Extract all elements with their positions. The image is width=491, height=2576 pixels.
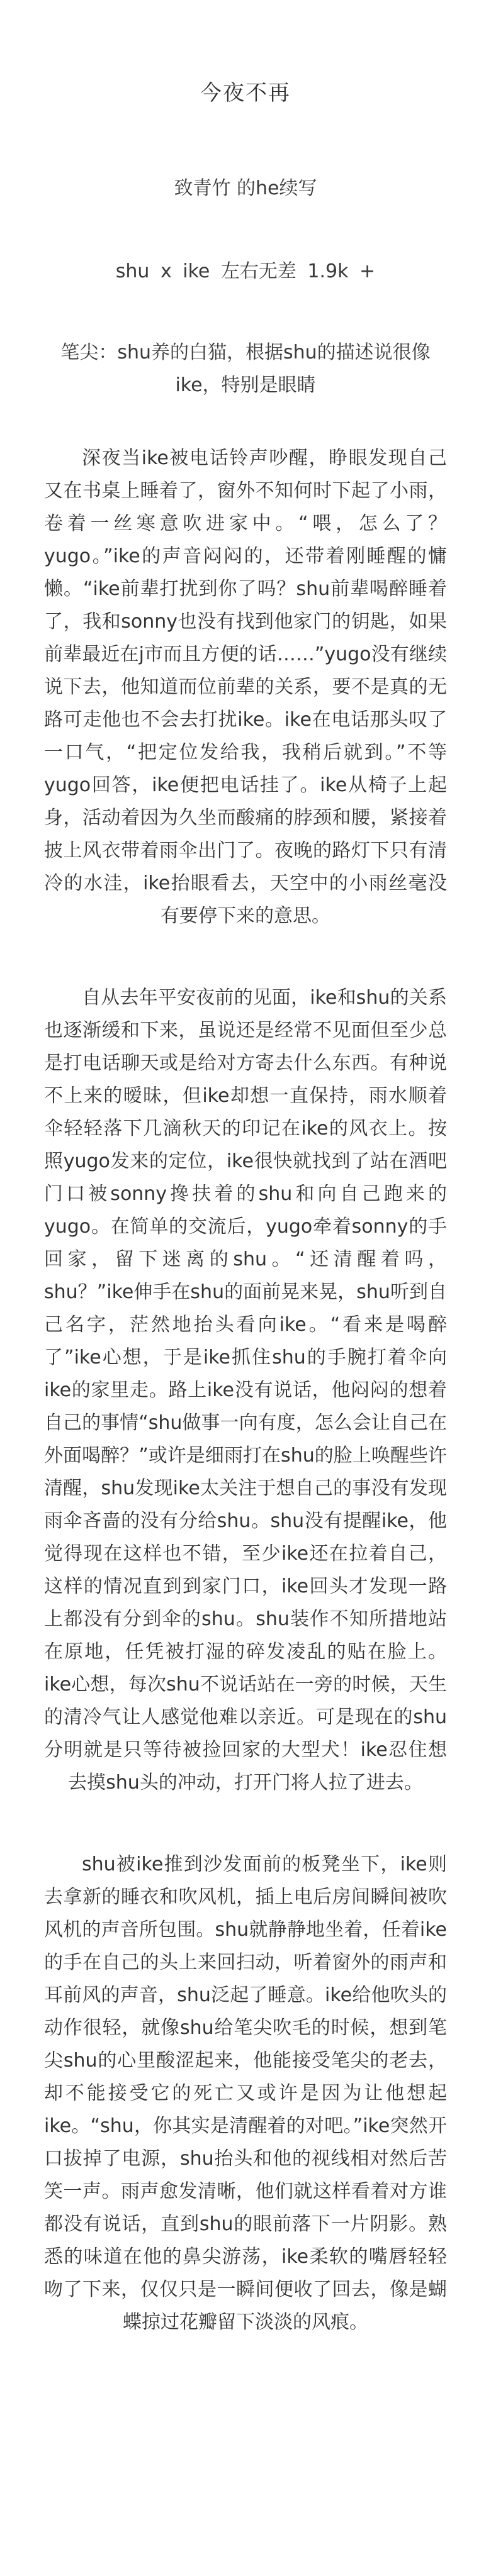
paragraph: shu被ike推到沙发面前的板凳坐下，ike则去拿新的睡衣和吹风机，插上电后房间瞬间被吹风机的声音所包围。shu就静静地坐着，任着ike的手在自己的头上来回扫动，听着窗外的雨声和耳前风的声音，shu泛起了睡意。ike给他吹头的动作很轻，就像shu给笔尖吹毛的时候，想到笔尖shu的心里酸涩起来，他能接受笔尖的老去，却不能接受它的死亡又或许是因为让他想起ike。“shu，你其实是清醒着的对吧。”ike突然开口拔掉了电源，shu抬头和他的视线相对然后苦笑一声。雨声愈发清晰，他们就这样看着对方谁都没有说话，直到shu的眼前落下一片阴影。熟悉的味道在他的鼻尖游荡，ike柔软的嘴唇轻轻吻了下来，仅仅只是一瞬间便收了回去，像是蝴蝶掠过花瓣留下淡淡的风痕。 <box>44 1853 447 2333</box>
article-title: 今夜不再 <box>200 80 291 106</box>
author-note: 笔尖：shu养的白猫，根据shu的描述说很像ike，特别是眼睛 <box>60 341 431 396</box>
article-body <box>44 442 447 2339</box>
article-dedication: 致青竹 的he续写 <box>174 177 317 199</box>
article-meta: shu x ike 左右无差 1.9k + <box>115 260 376 282</box>
paragraph: 深夜当ike被电话铃声吵醒，睁眼发现自己又在书桌上睡着了，窗外不知何时下起了小雨，卷着一丝寒意吹进家中。“喂，怎么了？yugo。”ike的声音闷闷的，还带着刚睡醒的慵懒。“ike前辈打扰到你了吗？shu前辈喝醉睡着了，我和sonny也没有找到他家门的钥匙，如果前辈最近在j市而且方便的话……”yugo没有继续说下去，他知道而位前辈的关系，要不是真的无路可走他也不会去打扰ike。ike在电话那头叹了一口气，“把定位发给我，我稍后就到。”不等yugo回答，ike便把电话挂了。ike从椅子上起身，活动着因为久坐而酸痛的脖颈和腰，紧接着披上风衣带着雨伞出门了。夜晚的路灯下只有清冷的水洼，ike抬眼看去，天空中的小雨丝毫没有要停下来的意思。 <box>44 447 447 927</box>
article-header <box>44 75 447 402</box>
paragraph: 自从去年平安夜前的见面，ike和shu的关系也逐渐缓和下来，虽说还是经常不见面但至少总是打电话聊天或是给对方寄去什么东西。有种说不上来的暧昧，但ike却想一直保持，雨水顺着伞轻轻落下几滴秋天的印记在ike的风衣上。按照yugo发来的定位，ike很快就找到了站在酒吧门口被sonny搀扶着的shu和向自己跑来的yugo。在简单的交流后，yugo牵着sonny的手回家，留下迷离的shu。“还清醒着吗，shu？”ike伸手在shu的面前晃来晃，shu听到自己名字，茫然地抬头看向ike。“看来是喝醉了”ike心想，于是ike抓住shu的手腕打着伞向ike的家里走。路上ike没有说话，他闷闷的想着自己的事情“shu做事一向有度，怎么会让自己在外面喝醉？”或许是细雨打在shu的脸上唤醒些许清醒，shu发现ike太关注于想自己的事没有发现雨伞吝啬的没有分给shu。shu没有提醒ike，他觉得现在这样也不错，至少ike还在拉着自己，这样的情况直到到家门口，ike回头才发现一路上都没有分到伞的shu。shu装作不知所措地站在原地，任凭被打湿的碎发凌乱的贴在脸上。ike心想，每次shu不说话站在一旁的时候，天生的清冷气让人感觉他难以亲近。可是现在的shu分明就是只等待被捡回家的大型犬！ike忍住想去摸shu头的冲动，打开门将人拉了进去。 <box>44 987 447 1794</box>
